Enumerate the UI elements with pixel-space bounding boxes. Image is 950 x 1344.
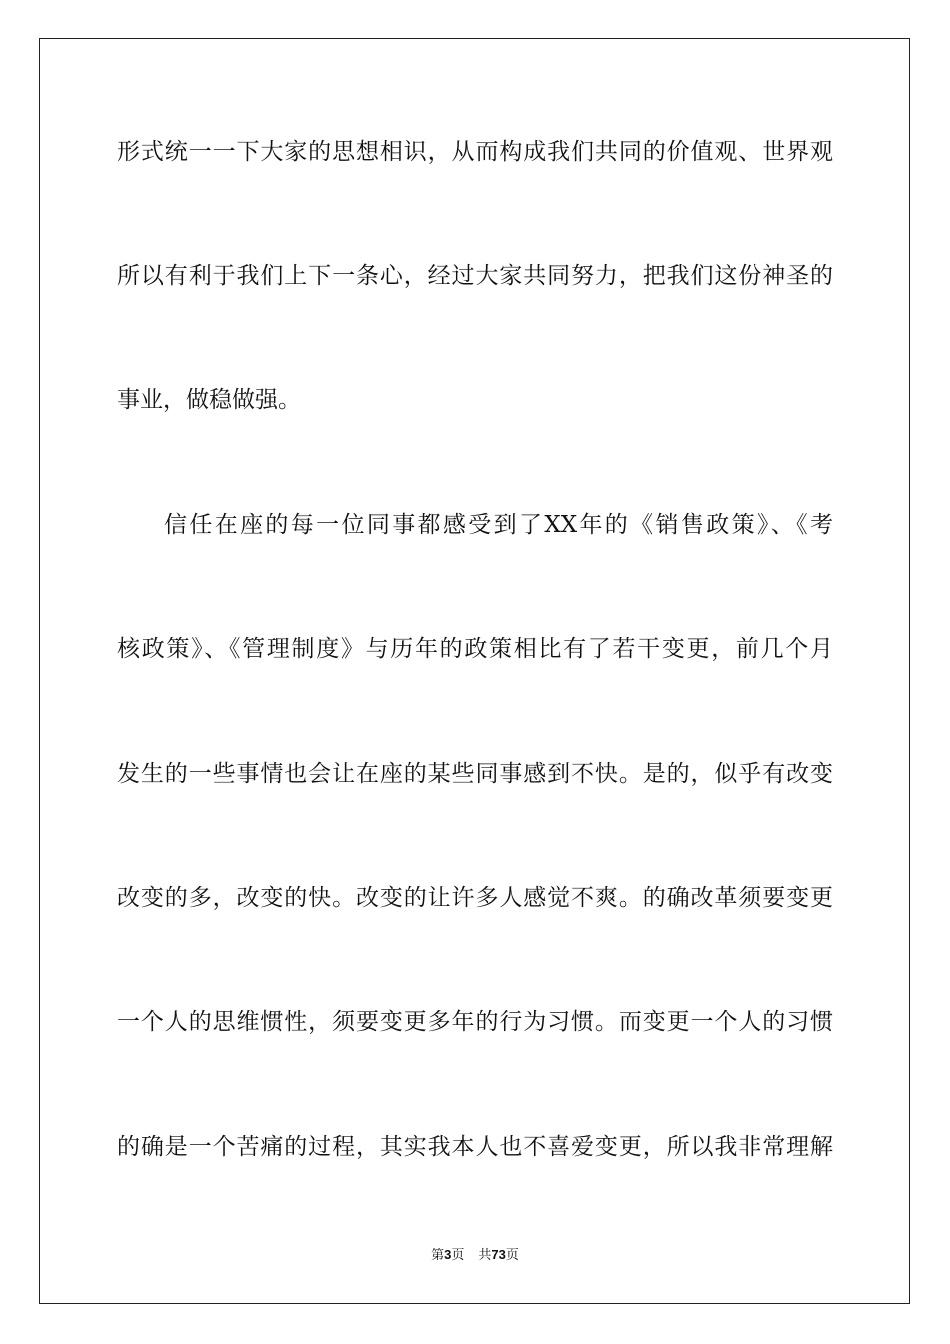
page-suffix: 页 — [451, 1248, 465, 1263]
body-line-8: 一个人的思维惯性，须要变更多年的行为习惯。而变更一个人的习惯 — [117, 1009, 833, 1035]
page-footer — [0, 1245, 950, 1266]
body-line-9: 的确是一个苦痛的过程，其实我本人也不喜爱变更，所以我非常理解 — [117, 1134, 833, 1160]
page-prefix: 第 — [431, 1248, 445, 1263]
page-number: 3 — [444, 1247, 452, 1262]
total-prefix: 共 — [478, 1248, 492, 1263]
body-line-2: 所以有利于我们上下一条心，经过大家共同努力，把我们这份神圣的 — [117, 263, 833, 289]
body-line-3: 事业，做稳做强。 — [117, 387, 301, 413]
body-line-5: 核政策》、《管理制度》与历年的政策相比有了若干变更，前几个月 — [117, 636, 833, 662]
page-border — [39, 38, 910, 1304]
total-pages: 73 — [491, 1247, 506, 1262]
body-line-6: 发生的一些事情也会让在座的某些同事感到不快。是的，似乎有改变 — [117, 761, 833, 787]
body-line-1: 形式统一一下大家的思想相识，从而构成我们共同的价值观、世界观 — [117, 139, 833, 165]
body-line-7: 改变的多，改变的快。改变的让许多人感觉不爽。的确改革须要变更 — [117, 885, 833, 911]
total-suffix: 页 — [505, 1248, 519, 1263]
body-line-4: 信任在座的每一位同事都感受到了XX年的《销售政策》、《考 — [164, 512, 833, 538]
